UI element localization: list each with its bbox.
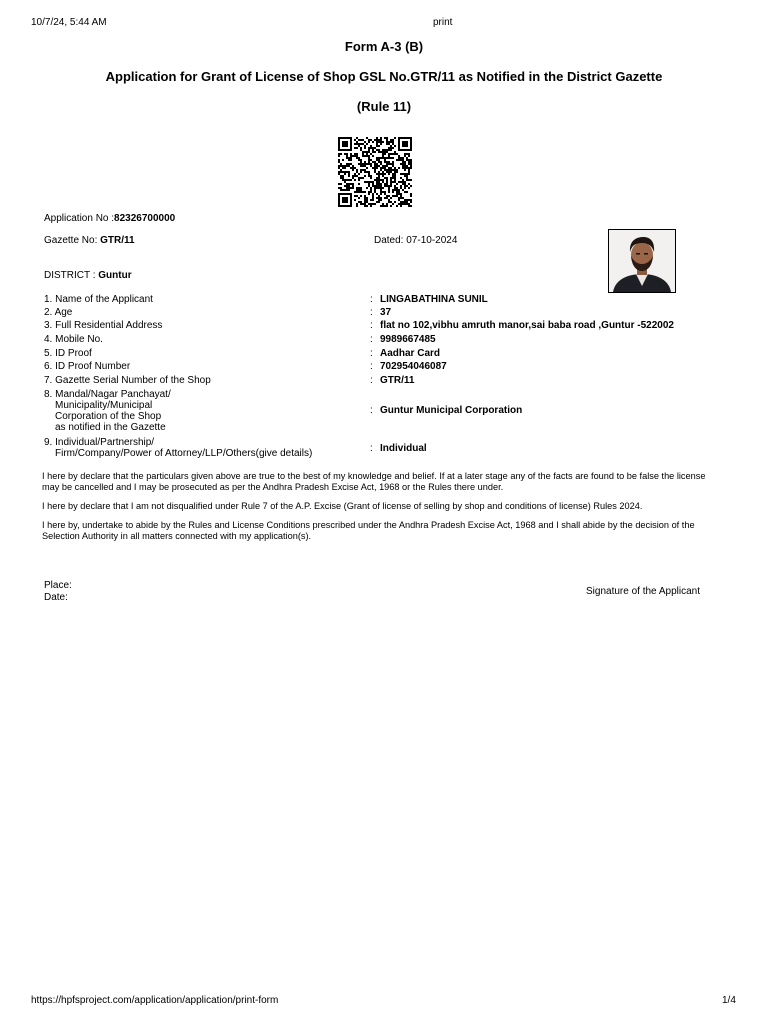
field-label: 1. Name of the Applicant [44,294,153,305]
field-8-label [44,389,171,433]
gazette-no-row [44,235,135,246]
field-value: 9989667485 [380,334,436,345]
footer-url: https://hpfsproject.com/application/application/print-form [31,995,279,1006]
field-colon: : [370,334,373,345]
declaration-paragraph: I here by declare that I am not disqualified under Rule 7 of the A.P. Excise (Grant of license of selling by shop and conditions of license) Rules 2024. [42,501,643,511]
field-colon: : [370,294,373,305]
print-datetime: 10/7/24, 5:44 AM [31,17,107,28]
field-9-label-line: 9. Individual/Partnership/ [44,437,155,448]
print-title: print [433,17,453,28]
application-no-value: 82326700000 [114,213,176,224]
date-label: Date: [44,592,68,603]
field-9-label [44,437,312,459]
field-label: 5. ID Proof [44,348,92,359]
district-value: Guntur [98,270,132,281]
district-label: DISTRICT : [44,270,99,281]
district-row [44,270,132,281]
field-row [44,294,724,308]
place-label: Place: [44,580,72,591]
field-value: flat no 102,vibhu amruth manor,sai baba road ,Guntur -522002 [380,320,674,331]
field-8-value: Guntur Municipal Corporation [380,405,523,416]
dated-label: Dated: [374,235,407,246]
field-row [44,348,724,362]
field-label: 2. Age [44,307,73,318]
application-no-row [44,213,175,224]
declaration-paragraph: I here by, undertake to abide by the Rules and License Conditions prescribed under the Andhra Pradesh Excise Act, 1968 and I shall abide by the decision of the Selection Authority in all matters connected with my application(s). [42,520,695,541]
qr-code-icon [338,137,412,207]
field-8-label-line: Corporation of the Shop [55,411,162,422]
field-colon: : [370,320,373,331]
field-value: 702954046087 [380,361,447,372]
field-colon: : [370,375,373,386]
dated-value: 07-10-2024 [406,235,458,246]
field-colon: : [370,361,373,372]
field-colon: : [370,307,373,318]
field-value: LINGABATHINA SUNIL [380,294,488,305]
field-8-label-line: Municipality/Municipal [55,400,153,411]
field-label: 4. Mobile No. [44,334,103,345]
field-9-value: Individual [380,443,427,454]
field-row [44,320,724,334]
field-row [44,375,724,389]
field-label: 6. ID Proof Number [44,361,131,372]
application-no-label: Application No : [44,213,115,224]
field-8-colon: : [370,405,373,416]
field-9-label-line: Firm/Company/Power of Attorney/LLP/Others(give details) [55,448,313,459]
field-label: 7. Gazette Serial Number of the Shop [44,375,211,386]
gazette-no-value: GTR/11 [100,235,135,246]
applicant-photo [608,229,676,293]
page-number: 1/4 [722,995,736,1006]
form-code: Form A-3 (B) [344,39,424,54]
field-8-label-line: as notified in the Gazette [55,422,166,433]
dated-row [374,235,457,246]
field-label: 3. Full Residential Address [44,320,163,331]
field-colon: : [370,348,373,359]
field-value: GTR/11 [380,375,415,386]
form-heading: Application for Grant of License of Shop GSL No.GTR/11 as Notified in the District Gazette [105,69,663,84]
field-row [44,307,724,321]
field-8-label-line: 8. Mandal/Nagar Panchayat/ [44,389,171,400]
field-value: 37 [380,307,392,318]
field-row [44,361,724,375]
field-9-colon: : [370,443,373,454]
field-row [44,334,724,348]
form-rule: (Rule 11) [356,99,412,114]
signature-label: Signature of the Applicant [586,586,700,597]
declaration-paragraph: I here by declare that the particulars given above are true to the best of my knowledge and belief. If at a later stage any of the facts are found to be false the license may be cancelled and I may be prosecuted as per the Andhra Pradesh Excise Act, 1968 or the Rules there under. [42,471,706,492]
field-value: Aadhar Card [380,348,441,359]
gazette-no-label: Gazette No: [44,235,101,246]
